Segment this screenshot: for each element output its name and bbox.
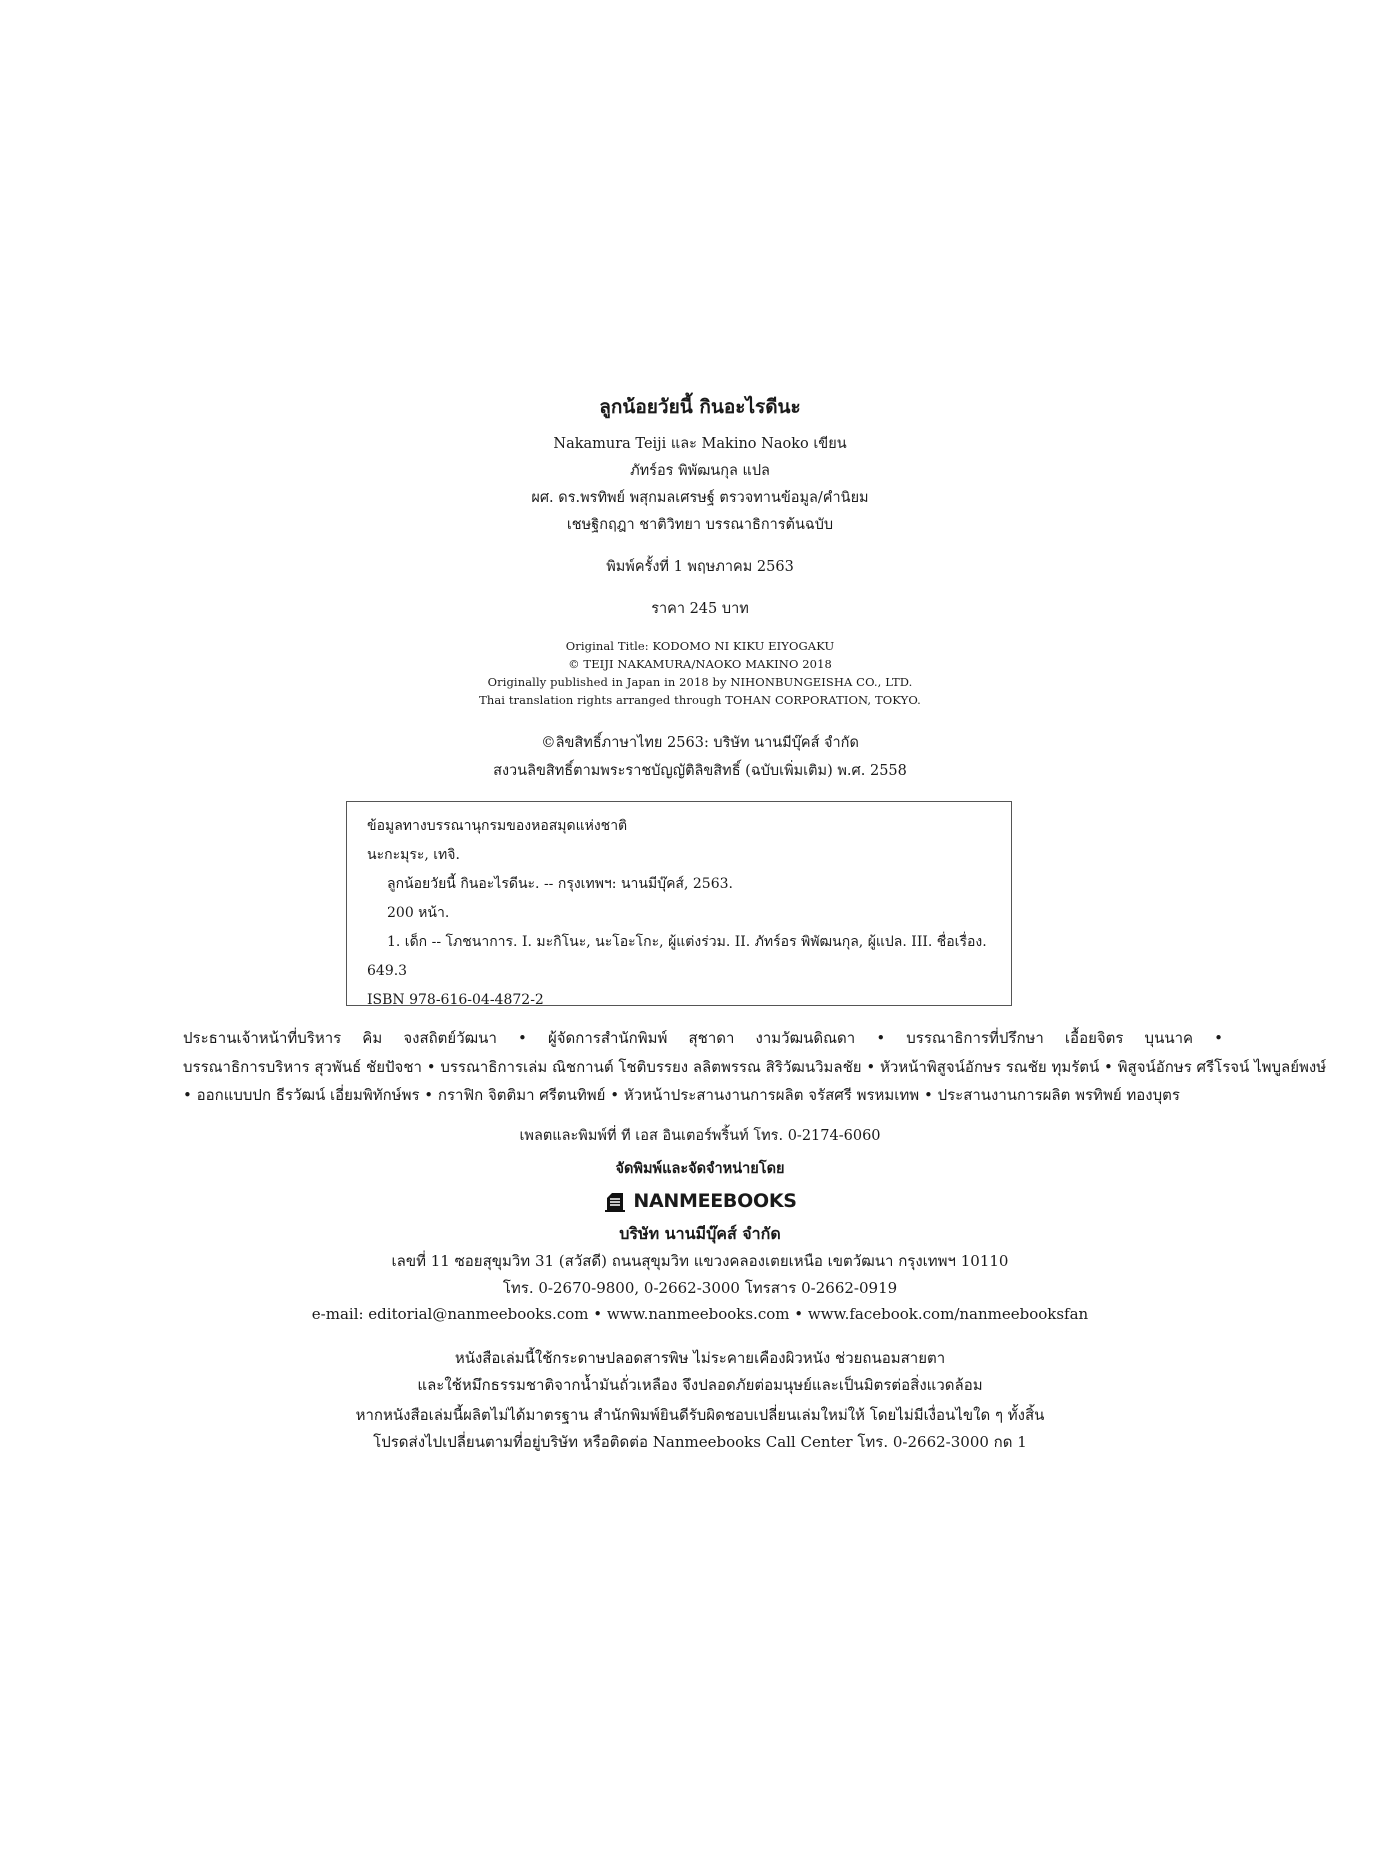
call-center-note: โปรดส่งไปเปลี่ยนตามที่อยู่บริษัท หรือติดต่อ Nanmeebooks Call Center โทร. 0-2662-3000 กด 1: [373, 1433, 1027, 1451]
original-title: Original Title: KODOMO NI KIKU EIYOGAKU: [565, 639, 835, 653]
cip-subjects: 1. เด็ก -- โภชนาการ. I. มะกิโนะ, นะโอะโกะ, ผู้แต่งร่วม. II. ภัทร์อร พิพัฒนกุล, ผู้แปล. III. ชื่อเรื่อง.: [387, 934, 987, 950]
publisher-phone: โทร. 0-2670-9800, 0-2662-3000 โทรสาร 0-2662-0919: [502, 1279, 898, 1297]
logo-wordmark: NANMEEBOOKS: [633, 1190, 797, 1212]
publisher-contacts: e-mail: editorial@nanmeebooks.com • www.nanmeebooks.com • www.facebook.com/nanmeebooksfan: [311, 1305, 1089, 1323]
staff-separator: •: [1193, 1029, 1223, 1047]
staff-item: กราฟิก จิตติมา ศรีตนทิพย์: [437, 1086, 606, 1104]
publisher-name: บริษัท นานมีบุ๊คส์ จำกัด: [619, 1224, 781, 1243]
staff-item: ออกแบบปก ธีรวัฒน์ เอี่ยมพิทักษ์พร: [196, 1086, 420, 1104]
cip-isbn: ISBN 978-616-04-4872-2: [367, 992, 544, 1008]
staff-separator: •: [861, 1057, 880, 1076]
ink-note: และใช้หมึกธรรมชาติจากน้ำมันถั่วเหลือง จึงปลอดภัยต่อมนุษย์และเป็นมิตรต่อสิ่งแวดล้อม: [417, 1376, 983, 1394]
cip-box: [346, 801, 1012, 1006]
staff-separator: •: [605, 1086, 624, 1104]
staff-item: ผู้จัดการสำนักพิมพ์ สุชาดา งามวัฒนดิณดา: [547, 1029, 856, 1047]
staff-separator: •: [855, 1029, 907, 1047]
cip-class-number: 649.3: [367, 963, 408, 979]
credit-authors: Nakamura Teiji และ Makino Naoko เขียน: [553, 436, 847, 452]
paper-note: หนังสือเล่มนี้ใช้กระดาษปลอดสารพิษ ไม่ระคายเคืองผิวหนัง ช่วยถนอมสายตา: [454, 1349, 946, 1367]
credit-editor: เชษฐิกฤฎา ชาติวิทยา บรรณาธิการต้นฉบับ: [566, 517, 834, 533]
staff-separator: •: [919, 1086, 938, 1104]
translation-rights: Thai translation rights arranged through TOHAN CORPORATION, TOKYO.: [479, 693, 921, 707]
book-title: ลูกน้อยวัยนี้ กินอะไรดีนะ: [599, 396, 801, 418]
cip-author: นะกะมุระ, เทจิ.: [367, 847, 460, 863]
cip-pages: 200 หน้า.: [387, 905, 450, 921]
rights-reserved: สงวนลิขสิทธิ์ตามพระราชบัญญัติลิขสิทธิ์ (ฉบับเพิ่มเติม) พ.ศ. 2558: [493, 763, 907, 779]
staff-item: บรรณาธิการเล่ม ณิชกานต์ โชติบรรยง ลลิตพรรณ สิริวัฒนวิมลชัย: [440, 1057, 862, 1076]
publisher-logo: [0, 1190, 1400, 1212]
credit-translator: ภัทร์อร พิพัฒนกุล แปล: [630, 463, 770, 479]
edition-line: พิมพ์ครั้งที่ 1 พฤษภาคม 2563: [606, 559, 794, 575]
credit-reviewer: ผศ. ดร.พรทิพย์ พสุกมลเศรษฐ์ ตรวจทานข้อมูล/คำนิยม: [531, 490, 869, 506]
original-publisher: Originally published in Japan in 2018 by NIHONBUNGEISHA CO., LTD.: [487, 675, 913, 689]
thai-copyright: ©ลิขสิทธิ์ภาษาไทย 2563: บริษัท นานมีบุ๊คส์ จำกัด: [541, 735, 859, 751]
staff-separator: •: [419, 1086, 438, 1104]
staff-item: พิสูจน์อักษร ศรีโรจน์ ไพบูลย์พงษ์: [1117, 1057, 1327, 1076]
staff-list: [183, 1024, 1327, 1110]
staff-item: หัวหน้าประสานงานการผลิต จรัสศรี พรหมเทพ: [623, 1086, 920, 1104]
staff-item: หัวหน้าพิสูจน์อักษร รณชัย ทุมรัตน์: [879, 1057, 1100, 1076]
staff-separator: •: [421, 1057, 441, 1076]
cip-heading: ข้อมูลทางบรรณานุกรมของหอสมุดแห่งชาติ: [367, 818, 628, 834]
original-copyright: © TEIJI NAKAMURA/NAOKO MAKINO 2018: [568, 657, 832, 671]
staff-item: ประธานเจ้าหน้าที่บริหาร คิม จงสถิตย์วัฒนา: [183, 1029, 497, 1047]
printer-line: เพลตและพิมพ์ที่ ที เอส อินเตอร์พริ้นท์ โทร. 0-2174-6060: [519, 1128, 881, 1144]
cip-title: ลูกน้อยวัยนี้ กินอะไรดีนะ. -- กรุงเทพฯ: นานมีบุ๊คส์, 2563.: [387, 876, 733, 892]
staff-separator: •: [1099, 1057, 1118, 1076]
staff-separator: •: [496, 1029, 548, 1047]
replacement-note: หากหนังสือเล่มนี้ผลิตไม่ได้มาตรฐาน สำนักพิมพ์ยินดีรับผิดชอบเปลี่ยนเล่มใหม่ให้ โดยไม่มีเงื่อนไขใด ๆ ทั้งสิ้น: [355, 1406, 1045, 1424]
staff-item: บรรณาธิการที่ปรึกษา เอื้อยจิตร บุนนาค: [906, 1029, 1194, 1047]
publisher-address: เลขที่ 11 ซอยสุขุมวิท 31 (สวัสดี) ถนนสุขุมวิท แขวงคลองเตยเหนือ เขตวัฒนา กรุงเทพฯ 10110: [391, 1252, 1009, 1270]
price-line: ราคา 245 บาท: [651, 601, 749, 617]
staff-item: ประสานงานการผลิต พรทิพย์ ทองบุตร: [937, 1086, 1180, 1104]
staff-separator: •: [183, 1086, 197, 1104]
publisher-label: จัดพิมพ์และจัดจำหน่ายโดย: [615, 1160, 785, 1177]
book-stack-icon: [603, 1190, 627, 1212]
staff-item: บรรณาธิการบริหาร สุวพันธ์ ชัยปัจชา: [183, 1057, 422, 1076]
